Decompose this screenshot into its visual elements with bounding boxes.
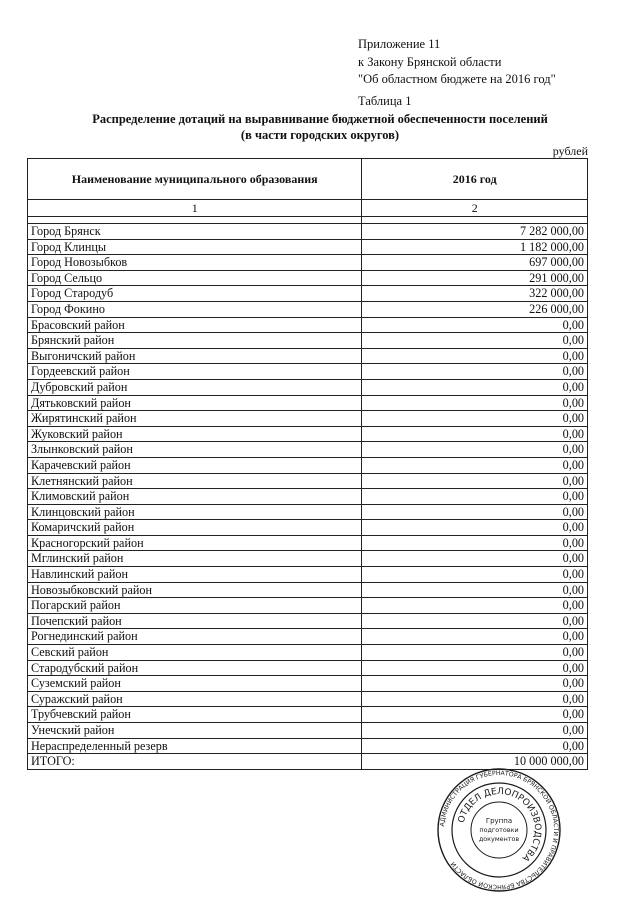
table-row <box>28 645 588 661</box>
municipality-name: Унечский район <box>28 723 362 739</box>
municipality-name: Стародубский район <box>28 660 362 676</box>
subsidy-amount: 0,00 <box>362 442 588 458</box>
subsidy-amount: 0,00 <box>362 598 588 614</box>
subsidy-amount: 0,00 <box>362 629 588 645</box>
subsidy-amount: 0,00 <box>362 535 588 551</box>
spacer-row <box>28 217 588 224</box>
law-title: "Об областном бюджете на 2016 год" <box>358 72 556 86</box>
table-row <box>28 676 588 692</box>
subsidy-amount: 0,00 <box>362 691 588 707</box>
table-row <box>28 301 588 317</box>
table-row <box>28 598 588 614</box>
units-label: рублей <box>552 144 588 158</box>
table-row <box>28 379 588 395</box>
subsidy-amount: 0,00 <box>362 364 588 380</box>
municipality-name: Брянский район <box>28 333 362 349</box>
subsidy-amount: 0,00 <box>362 738 588 754</box>
table-row <box>28 348 588 364</box>
subsidy-amount: 7 282 000,00 <box>362 224 588 240</box>
subsidy-amount: 0,00 <box>362 645 588 661</box>
subsidy-amount: 0,00 <box>362 567 588 583</box>
table-row <box>28 738 588 754</box>
appendix-header <box>358 36 556 110</box>
column-header-name: Наименование муниципального образования <box>28 159 362 200</box>
subsidy-amount: 0,00 <box>362 489 588 505</box>
subsidy-amount: 0,00 <box>362 411 588 427</box>
subsidy-amount: 0,00 <box>362 551 588 567</box>
table-row <box>28 567 588 583</box>
municipality-name: Клинцовский район <box>28 504 362 520</box>
column-index-row <box>28 200 588 217</box>
table-row <box>28 333 588 349</box>
table-row <box>28 395 588 411</box>
table-row <box>28 707 588 723</box>
municipality-name: ИТОГО: <box>28 754 362 770</box>
stamp-center-line-2: подготовки <box>479 826 519 834</box>
municipality-name: Дятьковский район <box>28 395 362 411</box>
municipality-name: Брасовский район <box>28 317 362 333</box>
subsidy-amount: 0,00 <box>362 317 588 333</box>
law-reference: к Закону Брянской области <box>358 54 502 69</box>
municipality-name: Новозыбковский район <box>28 582 362 598</box>
municipality-name: Город Новозыбков <box>28 255 362 271</box>
municipality-name: Жирятинский район <box>28 411 362 427</box>
municipality-name: Дубровский район <box>28 379 362 395</box>
stamp-ring-text: ОТДЕЛ ДЕЛОПРОИЗВОДСТВА <box>456 786 543 863</box>
table-row <box>28 535 588 551</box>
table-row <box>28 489 588 505</box>
table-row <box>28 364 588 380</box>
subsidy-amount: 0,00 <box>362 582 588 598</box>
municipality-name: Навлинский район <box>28 567 362 583</box>
stamp-outer-text: АДМИНИСТРАЦИЯ ГУБЕРНАТОРА БРЯНСКОЙ ОБЛАСТИ И ПРАВИТЕЛЬСТВА БРЯНСКОЙ ОБЛАСТИ <box>439 769 560 891</box>
municipality-name: Город Клинцы <box>28 239 362 255</box>
table-row <box>28 582 588 598</box>
subsidy-amount: 0,00 <box>362 426 588 442</box>
municipality-name: Севский район <box>28 645 362 661</box>
subsidy-amount: 0,00 <box>362 520 588 536</box>
table-row <box>28 286 588 302</box>
municipality-name: Погарский район <box>28 598 362 614</box>
table-row <box>28 691 588 707</box>
municipality-name: Гордеевский район <box>28 364 362 380</box>
municipality-name: Трубчевский район <box>28 707 362 723</box>
municipality-name: Суземский район <box>28 676 362 692</box>
table-header-row <box>28 159 588 200</box>
municipality-name: Город Сельцо <box>28 270 362 286</box>
table-row <box>28 317 588 333</box>
subsidy-amount: 1 182 000,00 <box>362 239 588 255</box>
table-row <box>28 660 588 676</box>
stamp-center-line-3: документов <box>478 835 520 843</box>
municipality-name: Почепский район <box>28 613 362 629</box>
subsidy-amount: 697 000,00 <box>362 255 588 271</box>
subsidy-amount: 0,00 <box>362 473 588 489</box>
municipality-name: Город Брянск <box>28 224 362 240</box>
subsidy-amount: 0,00 <box>362 660 588 676</box>
table-row <box>28 457 588 473</box>
municipality-name: Клетнянский район <box>28 473 362 489</box>
subsidy-amount: 291 000,00 <box>362 270 588 286</box>
column-index-1: 1 <box>28 200 362 217</box>
appendix-number: Приложение 11 <box>358 37 441 51</box>
municipality-name: Нераспределенный резерв <box>28 738 362 754</box>
municipality-name: Климовский район <box>28 489 362 505</box>
table-row <box>28 551 588 567</box>
title-line-2: (в части городских округов) <box>240 128 400 142</box>
subsidy-amount: 0,00 <box>362 707 588 723</box>
table-row <box>28 629 588 645</box>
table-row <box>28 504 588 520</box>
subsidy-amount: 10 000 000,00 <box>362 754 588 770</box>
subsidy-amount: 0,00 <box>362 613 588 629</box>
subsidy-amount: 0,00 <box>362 504 588 520</box>
subsidies-table <box>27 158 588 770</box>
table-row <box>28 442 588 458</box>
subsidy-amount: 0,00 <box>362 379 588 395</box>
subsidy-amount: 226 000,00 <box>362 301 588 317</box>
municipality-name: Злынковский район <box>28 442 362 458</box>
table-body <box>28 224 588 770</box>
subsidy-amount: 322 000,00 <box>362 286 588 302</box>
municipality-name: Город Фокино <box>28 301 362 317</box>
subsidy-amount: 0,00 <box>362 333 588 349</box>
subsidy-amount: 0,00 <box>362 457 588 473</box>
table-row <box>28 473 588 489</box>
municipality-name: Красногорский район <box>28 535 362 551</box>
subsidy-amount: 0,00 <box>362 676 588 692</box>
table-row <box>28 754 588 770</box>
table-row <box>28 426 588 442</box>
municipality-name: Карачевский район <box>28 457 362 473</box>
subsidy-amount: 0,00 <box>362 723 588 739</box>
municipality-name: Жуковский район <box>28 426 362 442</box>
table-row <box>28 411 588 427</box>
municipality-name: Мглинский район <box>28 551 362 567</box>
table-row <box>28 520 588 536</box>
subsidy-amount: 0,00 <box>362 395 588 411</box>
stamp-center-line-1: Группа <box>485 817 513 825</box>
municipality-name: Выгоничский район <box>28 348 362 364</box>
column-header-year: 2016 год <box>362 159 588 200</box>
subsidy-amount: 0,00 <box>362 348 588 364</box>
table-row <box>28 239 588 255</box>
municipality-name: Город Стародуб <box>28 286 362 302</box>
table-row <box>28 255 588 271</box>
document-title <box>30 111 610 143</box>
official-stamp <box>437 768 561 892</box>
table-row <box>28 270 588 286</box>
table-row <box>28 224 588 240</box>
column-index-2: 2 <box>362 200 588 217</box>
municipality-name: Суражский район <box>28 691 362 707</box>
municipality-name: Рогнединский район <box>28 629 362 645</box>
table-label: Таблица 1 <box>358 93 412 108</box>
table-row <box>28 723 588 739</box>
municipality-name: Комаричский район <box>28 520 362 536</box>
title-line-1: Распределение дотаций на выравнивание бюджетной обеспеченности поселений <box>92 112 548 126</box>
table-row <box>28 613 588 629</box>
